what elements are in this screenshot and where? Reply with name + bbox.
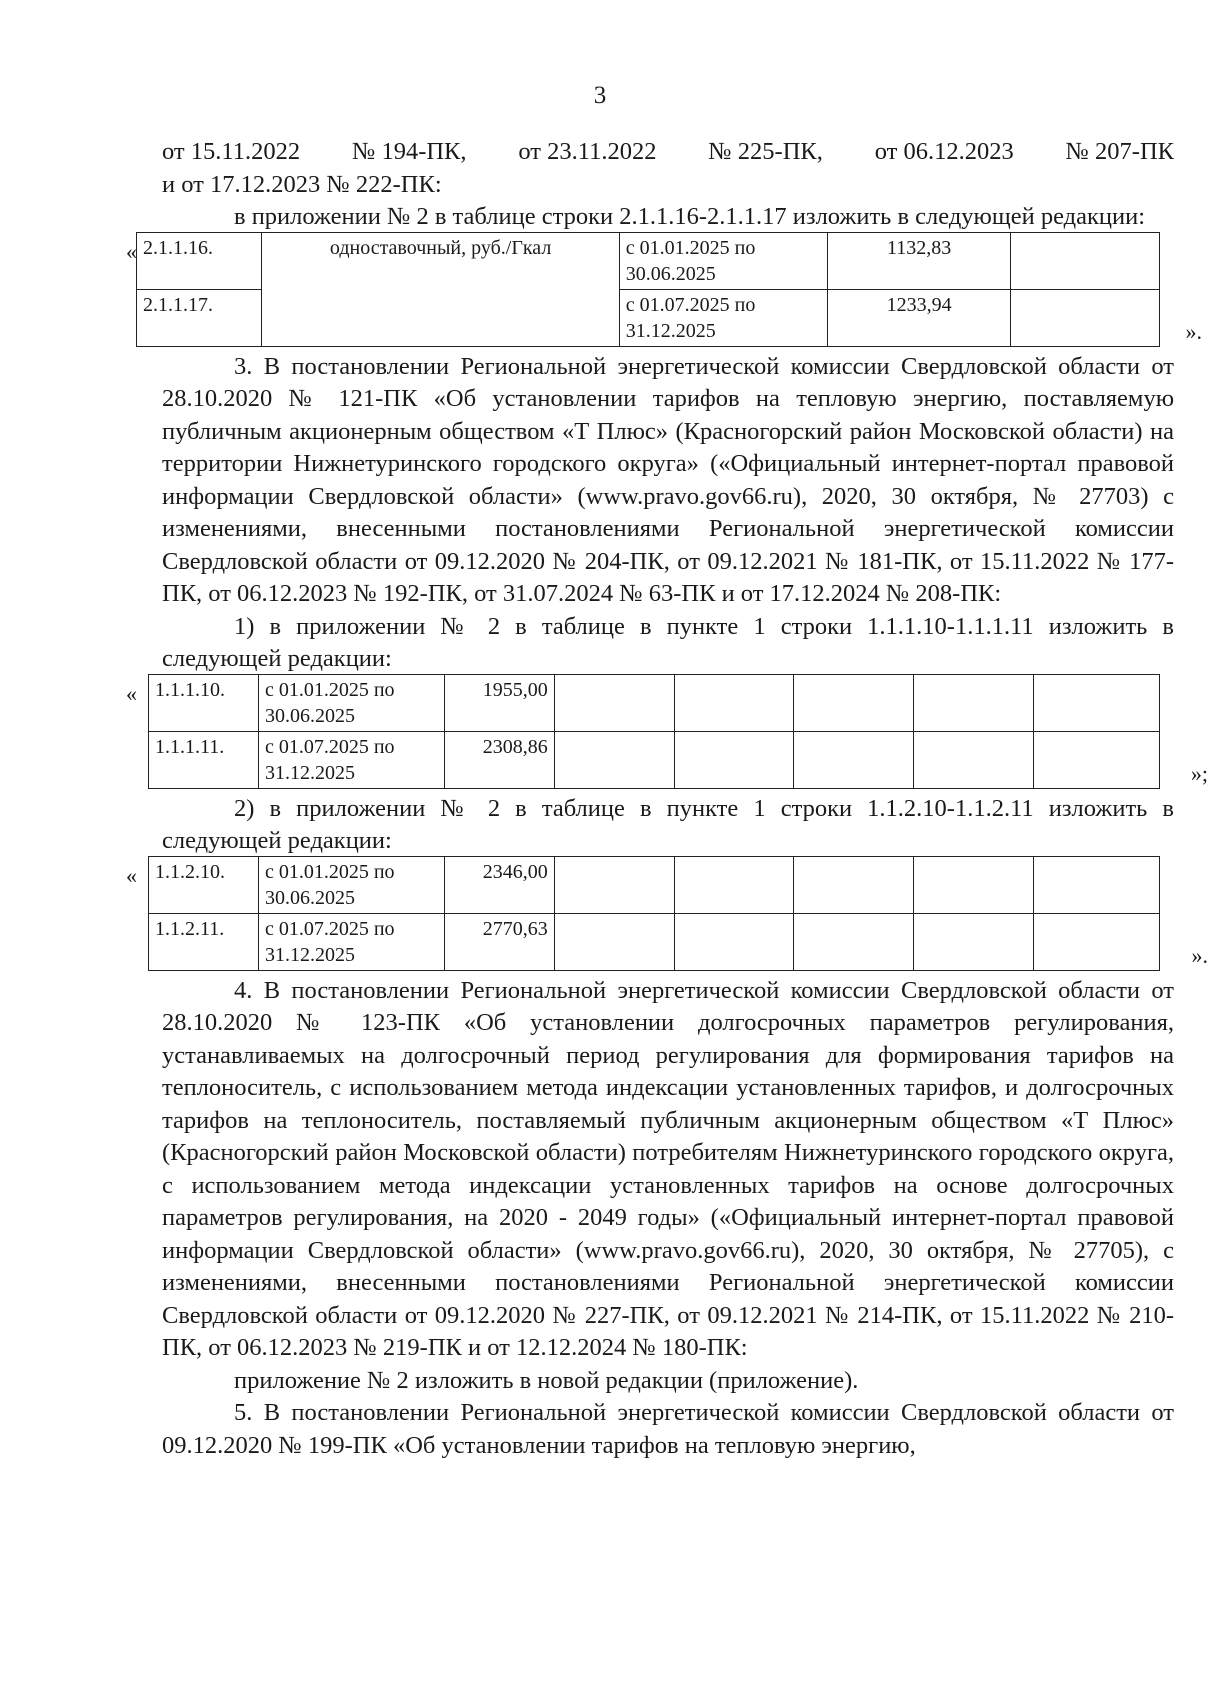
row-code: 2.1.1.17. — [137, 289, 262, 346]
amendment-date: от 15.11.2022 — [162, 138, 301, 165]
empty-cell — [1034, 731, 1160, 788]
open-quote: « — [126, 680, 137, 706]
section-3-item-1: 1) в приложении № 2 в таблице в пункте 1 строки 1.1.1.10-1.1.1.11 изложить в следующей редакции: — [162, 612, 1174, 672]
row-value: 2308,86 — [444, 731, 554, 788]
empty-cell — [1034, 856, 1160, 913]
tariff-table-1 — [126, 232, 1202, 347]
tariff-table-2 — [126, 674, 1208, 789]
empty-cell — [674, 674, 794, 731]
amendment-number: № 225-ПК, — [708, 138, 823, 165]
close-quote: ». — [1185, 319, 1202, 344]
table-instruction: в приложении № 2 в таблице строки 2.1.1.16-2.1.1.17 изложить в следующей редакции: — [234, 203, 1145, 230]
row-period: с 01.07.2025 по 31.12.2025 — [258, 731, 444, 788]
table-row — [137, 232, 1160, 289]
empty-cell — [914, 674, 1034, 731]
empty-cell — [794, 913, 914, 970]
section-3-item-2: 2) в приложении № 2 в таблице в пункте 1 строки 1.1.2.10-1.1.2.11 изложить в следующей редакции: — [162, 794, 1174, 854]
empty-cell — [794, 731, 914, 788]
row-value: 1955,00 — [444, 674, 554, 731]
section-3-text: 3. В постановлении Региональной энергетической комиссии Свердловской области от 28.10.2020 № 121-ПК «Об установлении тарифов на тепловую энергию, поставляемую публичным акционерным обществом «Т Плюс» (Красногорский район Московской области) на территории Нижнетуринского городского округа» («Официальный интернет-портал правовой информации Свердловской области» (www.pravo.gov66.ru), 2020, 30 октября, № 27703) с изменениями, внесенными постановлениями Региональной энергетической комиссии Свердловской области от 09.12.2020 № 204-ПК, от 09.12.2021 № 181-ПК, от 15.11.2022 № 177-ПК, от 06.12.2023 № 192-ПК, от 31.07.2024 № 63-ПК и от 17.12.2024 № 208-ПК: — [162, 352, 1174, 607]
tariff-type-label: одноставочный, руб./Гкал — [262, 232, 619, 346]
close-quote: ». — [1191, 943, 1208, 968]
empty-cell — [554, 674, 674, 731]
tariff-table-3 — [126, 856, 1208, 971]
row-value: 2346,00 — [444, 856, 554, 913]
section-4-text: 4. В постановлении Региональной энергетической комиссии Свердловской области от 28.10.2020 № 123-ПК «Об установлении долгосрочных параметров регулирования, устанавливаемых на долгосрочный период регулирования для формирования тарифов на теплоноситель, с использованием метода индексации установленных тарифов, и долгосрочных тарифов на теплоноситель, поставляемый публичным акционерным обществом «Т Плюс» (Красногорский район Московской области) потребителям Нижнетуринского городского округа, с использованием метода индексации установленных тарифов на основе долгосрочных параметров регулирования, на 2020 - 2049 годы» («Официальный интернет-портал правовой информации Свердловской области» (www.pravo.gov66.ru), 2020, 30 октября, № 27705), с изменениями, внесенными постановлениями Региональной энергетической комиссии Свердловской области от 09.12.2020 № 227-ПК, от 09.12.2021 № 214-ПК, от 15.11.2022 № 210-ПК, от 06.12.2023 № 219-ПК и от 12.12.2024 № 180-ПК: — [162, 976, 1174, 1361]
table-row — [149, 856, 1160, 913]
row-value: 2770,63 — [444, 913, 554, 970]
close-quote: »; — [1190, 761, 1208, 786]
section2-tail — [162, 136, 1174, 234]
row-code: 1.1.2.10. — [149, 856, 259, 913]
amendment-number: № 194-ПК, — [351, 138, 467, 165]
section-5-text: 5. В постановлении Региональной энергетической комиссии Свердловской области от 09.12.2020 № 199-ПК «Об установлении тарифов на тепловую энергию, — [162, 1399, 1174, 1459]
amendment-date: от 06.12.2023 — [874, 138, 1014, 165]
empty-cell — [794, 856, 914, 913]
amendments-line — [162, 136, 1174, 169]
amendments-line-end: и от 17.12.2023 № 222-ПК: — [162, 170, 442, 198]
empty-cell — [674, 856, 794, 913]
empty-cell — [914, 856, 1034, 913]
row-code: 2.1.1.16. — [137, 232, 262, 289]
row-period: с 01.01.2025 по 30.06.2025 — [258, 856, 444, 913]
empty-cell — [1034, 674, 1160, 731]
table-row — [149, 913, 1160, 970]
row-extra — [1011, 232, 1160, 289]
open-quote: « — [126, 862, 137, 888]
row-code: 1.1.2.11. — [149, 913, 259, 970]
amendment-date: от 23.11.2022 — [518, 138, 657, 165]
empty-cell — [554, 731, 674, 788]
empty-cell — [554, 913, 674, 970]
open-quote: « — [126, 238, 137, 264]
empty-cell — [914, 913, 1034, 970]
row-period: с 01.07.2025 по 31.12.2025 — [258, 913, 444, 970]
empty-cell — [914, 731, 1034, 788]
table — [136, 232, 1160, 347]
table — [148, 674, 1160, 789]
row-code: 1.1.1.10. — [149, 674, 259, 731]
row-period: с 01.01.2025 по 30.06.2025 — [258, 674, 444, 731]
row-value: 1132,83 — [828, 232, 1011, 289]
table — [148, 856, 1160, 971]
document-body — [126, 136, 1208, 1462]
empty-cell — [1034, 913, 1160, 970]
section-4-instruction: приложение № 2 изложить в новой редакции (приложение). — [234, 1366, 859, 1394]
row-extra — [1011, 289, 1160, 346]
table-row — [149, 731, 1160, 788]
row-value: 1233,94 — [828, 289, 1011, 346]
row-code: 1.1.1.11. — [149, 731, 259, 788]
empty-cell — [674, 913, 794, 970]
empty-cell — [554, 856, 674, 913]
amendment-number: № 207-ПК — [1065, 138, 1174, 165]
page-number: 3 — [593, 82, 607, 109]
empty-cell — [794, 674, 914, 731]
row-period: с 01.07.2025 по 31.12.2025 — [619, 289, 827, 346]
table-row — [149, 674, 1160, 731]
row-period: с 01.01.2025 по 30.06.2025 — [619, 232, 827, 289]
empty-cell — [674, 731, 794, 788]
